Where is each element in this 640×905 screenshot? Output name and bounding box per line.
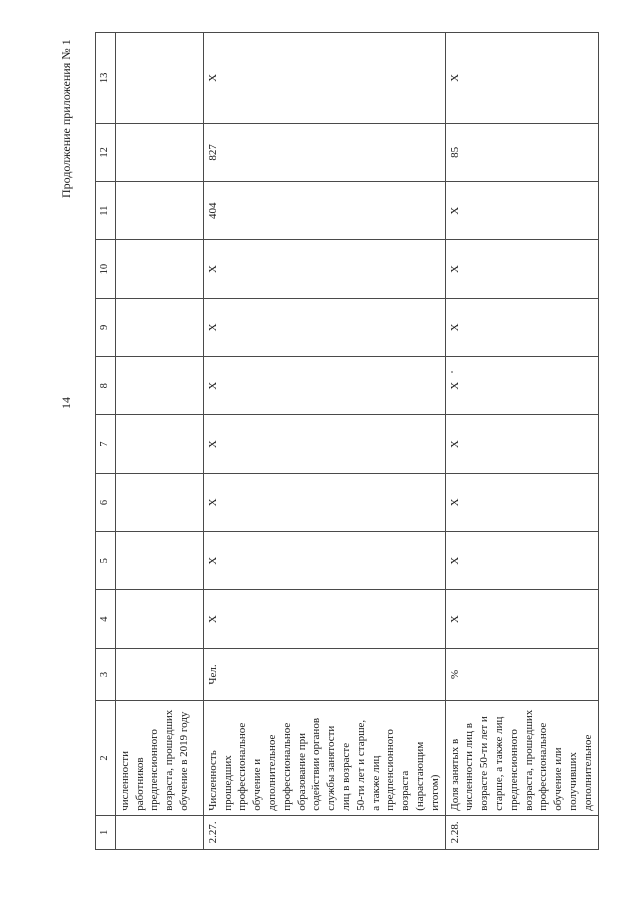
value-cell: X [203, 357, 445, 415]
value-cell: X [445, 357, 598, 415]
value-cell: X [445, 33, 598, 124]
value-cell: X [445, 473, 598, 531]
value-cell: X [203, 473, 445, 531]
value-cell [115, 33, 203, 124]
column-number: 9 [96, 298, 116, 356]
table-row-continued [115, 33, 203, 850]
column-number: 4 [96, 590, 116, 648]
value-cell [115, 298, 203, 356]
value-cell: X [445, 590, 598, 648]
value-cell: X [445, 298, 598, 356]
scan-speck [451, 371, 453, 373]
column-number: 5 [96, 532, 116, 590]
value-cell [115, 532, 203, 590]
column-number: 13 [96, 33, 116, 124]
value-cell [115, 123, 203, 181]
indicator-name-cell: численности работников предпенсионного возраста, прошедших обучение в 2019 году [115, 701, 203, 816]
column-number: 2 [96, 701, 116, 816]
column-number: 11 [96, 182, 116, 240]
value-cell [115, 357, 203, 415]
value-cell: 404 [203, 182, 445, 240]
value-cell: X [203, 415, 445, 473]
unit-cell: Чел. [203, 648, 445, 700]
value-cell [115, 590, 203, 648]
indicator-name-cell: Численность прошедших профессиональное обучение и дополнительное профессиональное образование при содействии органов службы занятости лиц в возрасте 50-ти лет и старше, а также лиц предпенсионного возраста (нарастающим итогом) [203, 701, 445, 816]
value-cell: X [203, 532, 445, 590]
table-row-2-28 [445, 33, 598, 850]
value-cell: 827 [203, 123, 445, 181]
table-row-2-27 [203, 33, 445, 850]
row-number-cell: 2.28. [445, 815, 598, 849]
column-number: 8 [96, 357, 116, 415]
value-cell [115, 240, 203, 298]
value-cell: X [445, 182, 598, 240]
value-cell: X [445, 532, 598, 590]
value-cell: 85 [445, 123, 598, 181]
value-cell [115, 182, 203, 240]
page-number: 14 [59, 397, 73, 409]
column-number: 7 [96, 415, 116, 473]
value-cell: X [203, 33, 445, 124]
unit-cell [115, 648, 203, 700]
column-number: 1 [96, 815, 116, 849]
indicator-name-cell: Доля занятых в численности лиц в возрасте 50-ти лет и старше, а также лиц предпенсионного возраста, прошедших профессиональное обучение или получивших дополнительное [445, 701, 598, 816]
unit-cell: % [445, 648, 598, 700]
column-number: 6 [96, 473, 116, 531]
value-cell [115, 415, 203, 473]
indicator-table [95, 32, 599, 850]
value-cell: X [203, 240, 445, 298]
row-number-cell [115, 815, 203, 849]
row-number-cell: 2.27. [203, 815, 445, 849]
column-number-row [96, 33, 116, 850]
value-cell: X [445, 415, 598, 473]
continuation-title: Продолжение приложения № 1 [59, 39, 73, 198]
value-cell: X [203, 590, 445, 648]
column-number: 12 [96, 123, 116, 181]
value-cell: X [445, 240, 598, 298]
value-cell: X [203, 298, 445, 356]
column-number: 3 [96, 648, 116, 700]
value-cell [115, 473, 203, 531]
column-number: 10 [96, 240, 116, 298]
